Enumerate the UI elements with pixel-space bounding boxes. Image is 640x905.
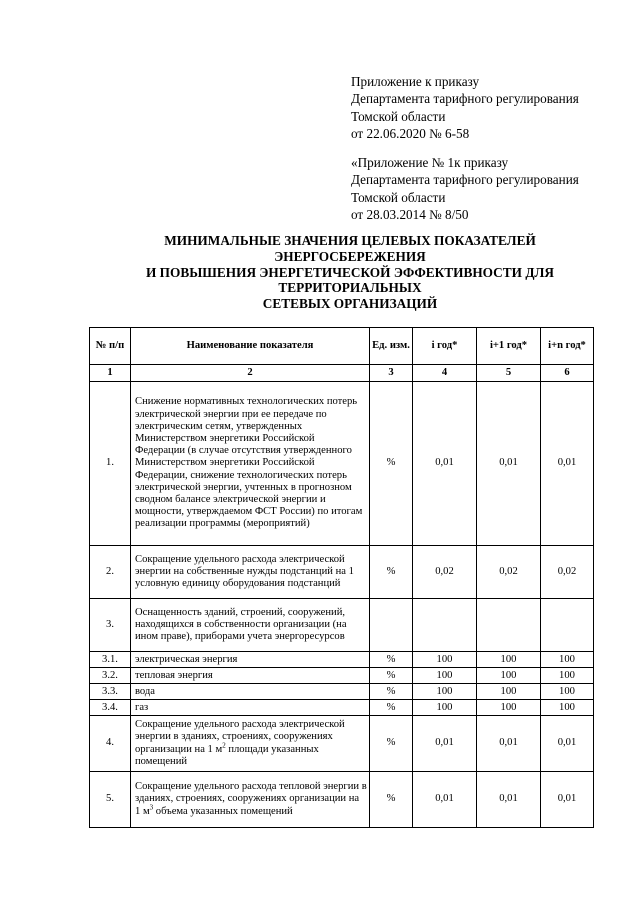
unit: %: [370, 700, 413, 716]
value-year-i1: 100: [477, 668, 541, 684]
table-row: [90, 652, 594, 668]
value-year-i: 0,01: [413, 772, 477, 828]
value-year-in: 0,01: [541, 716, 594, 772]
row-number: 3.: [90, 599, 131, 652]
indicator-name: Сокращение удельного расхода электрической энергии на собственные нужды подстанций на 1 условную единицу оборудования подстанций: [131, 546, 370, 599]
indicator-name: вода: [131, 684, 370, 700]
col-header-name: Наименование показателя: [131, 328, 370, 365]
header-line: «Приложение № 1к приказу: [351, 155, 509, 170]
table-row: [90, 700, 594, 716]
table-row: [90, 382, 594, 546]
table-row: [90, 684, 594, 700]
title-line: СЕТЕВЫХ ОРГАНИЗАЦИЙ: [262, 296, 438, 312]
row-number: 3.4.: [90, 700, 131, 716]
table-row: [90, 546, 594, 599]
name-text: Сокращение удельного расхода тепловой энергии в зданиях, строениях, сооружениях организации на 1 м: [135, 781, 367, 817]
table-row: [90, 716, 594, 772]
value-year-i1: [477, 599, 541, 652]
value-year-i: 0,01: [413, 382, 477, 546]
indicator-name: [131, 716, 370, 772]
unit: %: [370, 546, 413, 599]
document-title: [0, 233, 640, 312]
value-year-in: 100: [541, 652, 594, 668]
appendix-header-current: [351, 73, 621, 142]
value-year-in: 100: [541, 700, 594, 716]
unit: %: [370, 772, 413, 828]
column-number: 6: [541, 365, 594, 382]
indicator-name: тепловая энергия: [131, 668, 370, 684]
indicator-name: Оснащенность зданий, строений, сооружений, находящихся в собственности организации (на ином праве), приборами учета энергоресурсов: [131, 599, 370, 652]
table-row: [90, 668, 594, 684]
row-number: 1.: [90, 382, 131, 546]
col-header-unit: Ед. изм.: [370, 328, 413, 365]
row-number: 4.: [90, 716, 131, 772]
col-header-num: № п/п: [90, 328, 131, 365]
column-number: 2: [131, 365, 370, 382]
column-number: 4: [413, 365, 477, 382]
unit: %: [370, 716, 413, 772]
appendix-header-original: [351, 154, 621, 223]
indicator-name: электрическая энергия: [131, 652, 370, 668]
column-number-row: [90, 365, 594, 382]
value-year-i: 100: [413, 652, 477, 668]
header-line: Томской области: [351, 189, 446, 205]
value-year-in: 100: [541, 684, 594, 700]
header-line: от 28.03.2014 № 8/50: [351, 206, 469, 222]
value-year-in: 100: [541, 668, 594, 684]
row-number: 3.1.: [90, 652, 131, 668]
header-line: Приложение к приказу: [351, 74, 480, 89]
row-number: 2.: [90, 546, 131, 599]
value-year-i: [413, 599, 477, 652]
volume-superscript: 3: [149, 803, 154, 812]
table-row: [90, 599, 594, 652]
value-year-in: [541, 599, 594, 652]
value-year-in: 0,01: [541, 382, 594, 546]
unit: %: [370, 668, 413, 684]
value-year-i1: 0,02: [477, 546, 541, 599]
value-year-i: 100: [413, 700, 477, 716]
unit: %: [370, 382, 413, 546]
row-number: 5.: [90, 772, 131, 828]
indicators-table: [89, 327, 594, 828]
col-header-year-i1: i+1 год*: [477, 328, 541, 365]
area-superscript: 2: [222, 740, 226, 749]
name-text: Сокращение удельного расхода электрической энергии в зданиях, строениях, сооружениях организации на 1 м: [135, 719, 345, 755]
header-line: от 22.06.2020 № 6-58: [351, 125, 470, 141]
column-number: 5: [477, 365, 541, 382]
title-line: ЭНЕРГОСБЕРЕЖЕНИЯ: [274, 248, 426, 264]
name-text: объема указанных помещений: [153, 805, 293, 817]
col-header-year-in: i+n год*: [541, 328, 594, 365]
value-year-i1: 0,01: [477, 716, 541, 772]
value-year-i: 0,01: [413, 716, 477, 772]
value-year-i1: 100: [477, 684, 541, 700]
unit: %: [370, 652, 413, 668]
title-line: ТЕРРИТОРИАЛЬНЫХ: [278, 280, 422, 296]
value-year-i1: 0,01: [477, 382, 541, 546]
indicator-name: [131, 772, 370, 828]
header-line: Департамента тарифного регулирования: [351, 172, 579, 188]
header-line: Департамента тарифного регулирования: [351, 91, 579, 107]
indicator-name: Снижение нормативных технологических потерь электрической энергии при ее передаче по электрическим сетям, утвержденных Министерством энергетики Российской Федерации (в случае отсутствия утвержденного Министерством энергетики Российской Федерации, снижение технологических потерь электрической энергии, учтенных в прогнозном сводном балансе электрической энергии и мощности, утверждаемом ФСТ России) по итогам реализации программы (мероприятий): [131, 382, 370, 546]
title-line: МИНИМАЛЬНЫЕ ЗНАЧЕНИЯ ЦЕЛЕВЫХ ПОКАЗАТЕЛЕЙ: [164, 233, 536, 248]
col-header-year-i: i год*: [413, 328, 477, 365]
table-row: [90, 772, 594, 828]
unit: %: [370, 684, 413, 700]
value-year-i: 100: [413, 668, 477, 684]
indicator-name: газ: [131, 700, 370, 716]
value-year-in: 0,02: [541, 546, 594, 599]
value-year-i: 0,02: [413, 546, 477, 599]
value-year-i: 100: [413, 684, 477, 700]
row-number: 3.3.: [90, 684, 131, 700]
name-text: площади указанных помещений: [135, 743, 319, 767]
value-year-i1: 100: [477, 700, 541, 716]
title-line: И ПОВЫШЕНИЯ ЭНЕРГЕТИЧЕСКОЙ ЭФФЕКТИВНОСТИ ДЛЯ: [146, 264, 554, 280]
row-number: 3.2.: [90, 668, 131, 684]
unit: [370, 599, 413, 652]
header-line: Томской области: [351, 108, 446, 124]
value-year-i1: 0,01: [477, 772, 541, 828]
column-number: 1: [90, 365, 131, 382]
value-year-i1: 100: [477, 652, 541, 668]
column-number: 3: [370, 365, 413, 382]
value-year-in: 0,01: [541, 772, 594, 828]
table-header-row: [90, 328, 594, 365]
